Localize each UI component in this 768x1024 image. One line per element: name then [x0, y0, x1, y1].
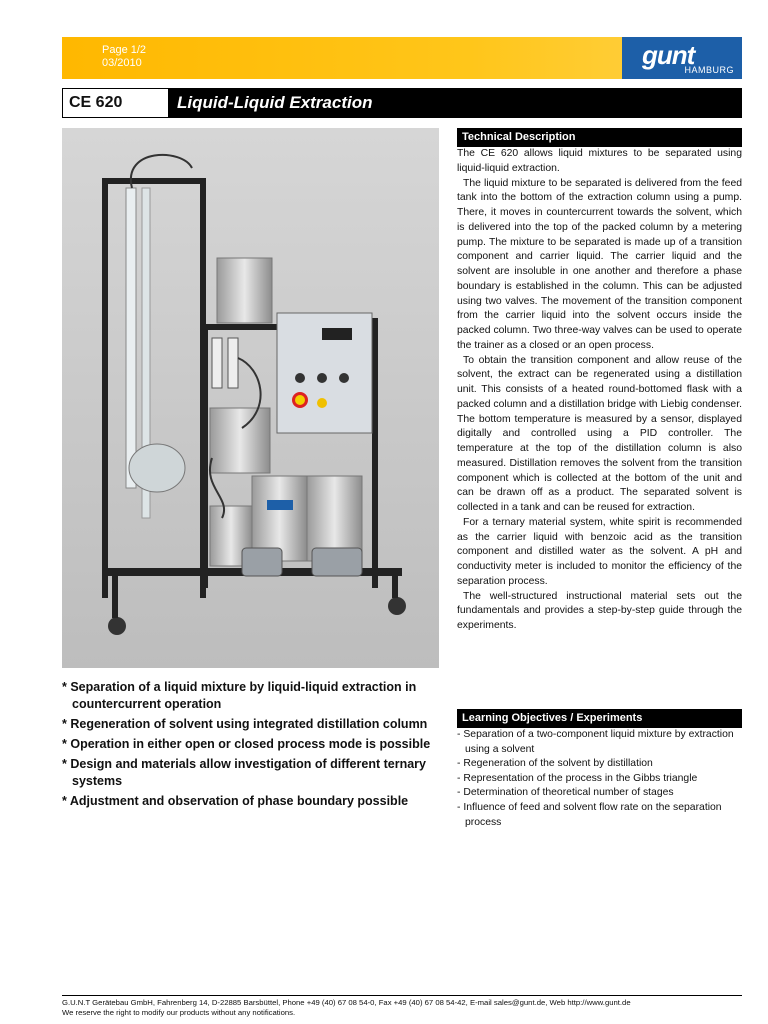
- learning-item: - Representation of the process in the Gibbs triangle: [457, 772, 742, 787]
- feature-item: * Separation of a liquid mixture by liquid-liquid extraction in countercurrent operation: [62, 679, 447, 713]
- technical-paragraph: To obtain the transition component and allow reuse of the solvent, the extract can be regenerated using a distillation unit. This consists of a heated round-bottomed flask with a packed column and a distillation bridge with Liebig condenser. The bottom temperature is measured by a sensor, displayed digitally and controlled using a PID controller. The temperature at the top of the distillation column is also measured. Distillation removes the solvent from the transition component which is collected at the bottom of the unit and can be drawn off as a product. The separated solvent is collected in a tank and can be reused for extraction.: [457, 354, 742, 513]
- page-info: [102, 44, 146, 70]
- logo-subtext: HAMBURG: [684, 65, 734, 75]
- footer: [62, 995, 742, 1018]
- learning-item: - Determination of theoretical number of stages: [457, 786, 742, 801]
- product-title: Liquid-Liquid Extraction: [177, 93, 373, 112]
- technical-description: [457, 128, 742, 634]
- technical-paragraph: The well-structured instructional material sets out the fundamentals and provides a step-by-step guide through the experiments.: [457, 590, 742, 631]
- header-banner: [62, 37, 742, 79]
- logo-text: gunt: [642, 40, 695, 70]
- title-bar: [62, 88, 742, 118]
- technical-heading: Technical Description: [457, 128, 742, 147]
- feature-list: [62, 679, 447, 813]
- learning-item: - Separation of a two-component liquid mixture by extraction using a solvent: [457, 728, 742, 757]
- feature-item: * Design and materials allow investigation of different ternary systems: [62, 756, 447, 790]
- feature-item: * Operation in either open or closed process mode is possible: [62, 736, 447, 753]
- feature-item: * Regeneration of solvent using integrated distillation column: [62, 716, 447, 733]
- learning-heading: Learning Objectives / Experiments: [457, 709, 742, 728]
- technical-paragraph: For a ternary material system, white spirit is recommended as the carrier liquid with benzoic acid as the transition component and distilled water as the solvent. A pH and conductivity meter is included to monitor the efficiency of the separation process.: [457, 516, 742, 587]
- learning-item: - Influence of feed and solvent flow rate on the separation process: [457, 801, 742, 830]
- footer-disclaimer: We reserve the right to modify our products without any notifications.: [62, 1008, 296, 1017]
- product-photo: [62, 128, 439, 668]
- document-date: 03/2010: [102, 57, 142, 69]
- learning-item: - Regeneration of the solvent by distillation: [457, 757, 742, 772]
- product-code: CE 620: [63, 89, 168, 117]
- equipment-illustration: [62, 128, 439, 668]
- page-number: Page 1/2: [102, 44, 147, 56]
- learning-list: [457, 728, 742, 830]
- feature-item: * Adjustment and observation of phase boundary possible: [62, 793, 447, 810]
- technical-paragraph: The CE 620 allows liquid mixtures to be separated using liquid-liquid extraction.: [457, 148, 742, 174]
- technical-paragraph: The liquid mixture to be separated is delivered from the feed tank into the bottom of the extraction column using a pump. There, it moves in countercurrent towards the solvent, which is delivered into the top of the packed column by a metering pump. The mixture to be separated is made up of a transition component and carrier liquid. The carrier liquid and the solvent are insoluble in one another and therefore a phase boundary is established in the column. This can be adjusted using two valves. The movement of the transition component from the carrier liquid into the solvent occurs inside the packed column. Two three-way valves can be used to operate the trainer as a closed or an open process.: [457, 177, 742, 351]
- gunt-logo: [622, 37, 742, 79]
- footer-address: G.U.N.T Gerätebau GmbH, Fahrenberg 14, D-22885 Barsbüttel, Phone +49 (40) 67 08 54-0, Fax +49 (40) 67 08 54-42, E-mail sales@gunt.de, Web http://www.gunt.de: [62, 998, 631, 1007]
- learning-objectives: [457, 709, 742, 830]
